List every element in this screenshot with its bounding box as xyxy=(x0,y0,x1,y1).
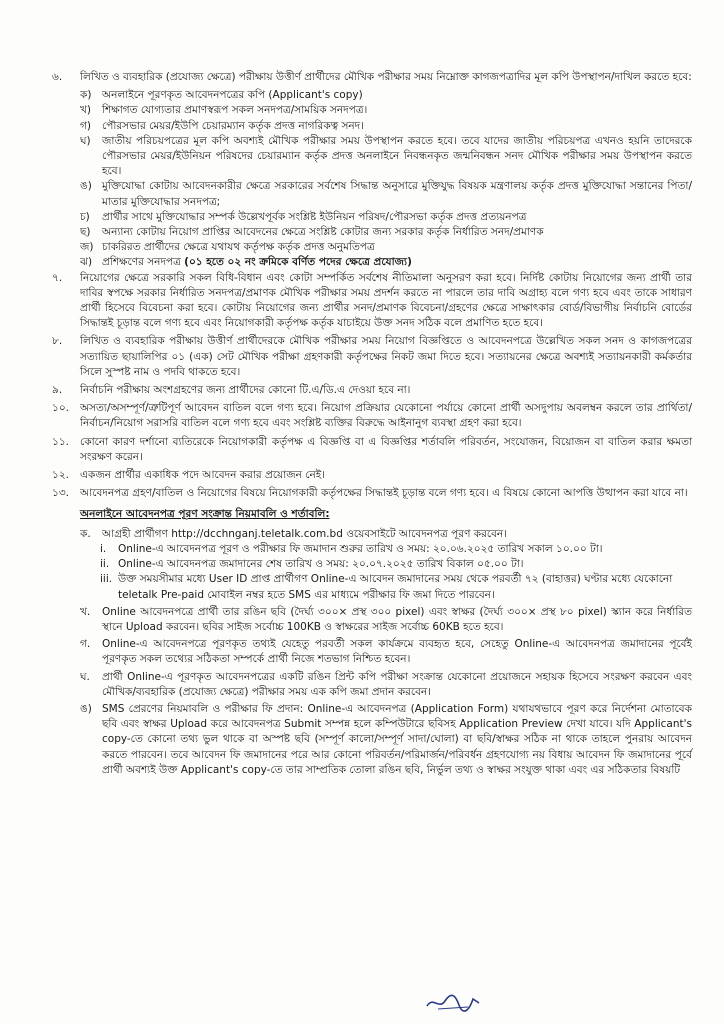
online-item-label: iii. xyxy=(100,573,113,586)
clause-number: ১১. xyxy=(52,435,69,448)
online-item-label: গ. xyxy=(80,638,91,651)
clause-item xyxy=(52,435,692,465)
online-roman-item xyxy=(100,572,692,602)
online-item-label: ii. xyxy=(100,558,110,571)
online-item-text: SMS প্রেরণের নিয়মাবলি ও পরীক্ষার ফি প্রদান: Online-এ আবেদনপত্র (Application Form) যথাযথভাবে পূরণ করে নির্দেশনা মোতাবেক ছবি এবং স্বাক্ষর Upload করে আবেদনপত্র Submit সম্পন্ন হলে কম্পিউটারে ছবিসহ Application Preview দেখা যাবে। যদি Applicant's copy-তে কোনো তথ্য ভুল থাকে বা অস্পষ্ট ছবি (সম্পূর্ণ কালো/সম্পূর্ণ সাদা/ঘোলা) বা ছবি/স্বাক্ষর সঠিক না থাকে তাহলে পুনরায় আবেদন করতে পারবেন। তবে আবেদন ফি জমাদানের পরে আর কোনো পরিবর্তন/পরিমার্জন/পরিবর্ধন গ্রহণযোগ্য নয় বিধায় আবেদন ফি জমাদানের পূর্বে প্রার্থী অবশ্যই উক্ত Applicant's copy-তে তার সাম্প্রতিক তোলা রঙিন ছবি, নির্ভুল তথ্য ও স্বাক্ষর সংযুক্ত থাকা এবং এর সঠিকতার বিষয়টি xyxy=(102,702,692,776)
sub-item-main: অন্যান্য কোটায় নিয়োগ প্রাপ্তির আবেদনের ক্ষেত্রে সংশ্লিষ্ট কোটার জন্য সরকার কর্তৃক নির্ধারিত সনদ/প্রমাণক xyxy=(102,226,544,239)
sub-item xyxy=(80,179,692,209)
clause-item xyxy=(52,334,692,380)
sub-item-main: চাকরিরত প্রার্থীদের ক্ষেত্রে যথাযথ কর্তৃপক্ষ কর্তৃক প্রদত্ত অনুমতিপত্র xyxy=(102,241,375,254)
clause-item xyxy=(52,486,692,501)
clause-text: নিয়োগের ক্ষেত্রে সরকারি সকল বিধি-বিধান এবং কোটা সম্পর্কিত সর্বশেষ নীতিমালা অনুসরণ করা হবে। নির্দিষ্ট কোটায় নিয়োগের জন্য প্রার্থী তার দাবির স্বপক্ষে সরকার নির্ধারিত সনদপত্র/প্রমাণক মৌখিক পরীক্ষার সময় প্রদর্শন করতে না পারলে তার দাবি অগ্রাহ্য বলে গণ্য হবে এবং তাকে সাধারণ প্রার্থী হিসেবে বিবেচনা করা হবে। কোটায় নিয়োগের জন্য প্রার্থীর সনদ/প্রমাণক বিবেচনা/গ্রহণের ক্ষেত্রে সাক্ষাৎকার বোর্ড/বিভাগীয় নির্বাচনি বোর্ডের সিদ্ধান্তই চূড়ান্ত বলে গণ্য হবে এবং নিয়োগকারী কর্তৃপক্ষ কর্তৃক যাচাইয়ে উক্ত সনদ সঠিক বলে প্রমাণিত হতে হবে। xyxy=(80,271,692,330)
clause-number: ১৩. xyxy=(52,487,69,500)
sub-item xyxy=(80,88,692,103)
sub-item xyxy=(80,240,692,255)
sub-item-label: ঘ) xyxy=(80,134,91,147)
sub-item-label: জ) xyxy=(80,241,94,254)
sub-item xyxy=(80,210,692,225)
sub-item xyxy=(80,255,692,270)
clause-number: ১০. xyxy=(52,402,69,415)
sub-item-main: জাতীয় পরিচয়পত্রের মূল কপি অবশ্যই মৌখিক পরীক্ষার সময় উপস্থাপন করতে হবে। তবে যাদের জাতীয় পরিচয়পত্র এখনও হয়নি তাদেরকে পৌরসভার মেয়র/ইউনিয়ন পরিষদের চেয়ারম্যান কর্তৃক প্রদত্ত অনলাইনে নিবন্ধনকৃত জন্মনিবন্ধন সনদ মৌখিক পরীক্ষার সময় উপস্থাপন করতে হবে। xyxy=(102,134,692,178)
sub-item-note: (০১ হতে ০২ নং ক্রমিকে বর্ণিত পদের ক্ষেত্রে প্রযোজ্য) xyxy=(184,256,412,269)
online-item-label: ঘ. xyxy=(80,670,90,683)
clause-number: ৮. xyxy=(52,335,63,348)
clause-number: ১২. xyxy=(52,469,69,482)
sub-item-text xyxy=(102,134,692,180)
sub-item-main: পৌরসভার মেয়র/ইউপি চেয়ারম্যান কর্তৃক প্রদত্ত নাগরিকত্ব সনদ। xyxy=(102,119,364,132)
sub-item xyxy=(80,134,692,180)
sub-item-main: মুক্তিযোদ্ধা কোটায় আবেদনকারীর ক্ষেত্রে সরকারের সর্বশেষ সিদ্ধান্ত অনুসারে মুক্তিযুদ্ধ বিষয়ক মন্ত্রণালয় কর্তৃক প্রদত্ত মুক্তিযোদ্ধা সন্তানের পিতা/মাতার মুক্তিযোদ্ধার সনদপত্র; xyxy=(102,180,692,208)
online-item-text: Online-এ আবেদনপত্র পূরণ ও পরীক্ষার ফি জমাদান শুরুর তারিখ ও সময়: ২০.০৬.২০২৫ তারিখ সকাল ১০.০০ টা। xyxy=(118,542,603,555)
clause-number: ৯. xyxy=(52,384,63,397)
online-item-label: i. xyxy=(100,542,107,555)
clause-item xyxy=(52,383,692,398)
sub-item-label: ছ) xyxy=(80,226,91,239)
sub-item-label: খ) xyxy=(80,104,91,117)
sub-item-text xyxy=(102,119,692,134)
sub-item-text xyxy=(102,225,692,240)
online-roman-item xyxy=(100,542,692,557)
clause-text: নির্বাচনি পরীক্ষায় অংশগ্রহণের জন্য প্রার্থীদের কোনো টি.এ/ডি.এ দেওয়া হবে না। xyxy=(80,384,411,397)
online-item-label: ঙ) xyxy=(80,702,92,715)
online-item xyxy=(80,527,692,542)
online-item-text: উক্ত সময়সীমার মধ্যে User ID প্রাপ্ত প্রার্থীগণ Online-এ আবেদন জমাদানের সময় থেকে পরবর্তী ৭২ (বাহাত্তর) ঘণ্টার মধ্যে যেকোনো teletalk Pre-paid মোবাইল নম্বর হতে SMS এর মাধ্যমে পরীক্ষার ফি জমা দিতে পারবেন। xyxy=(118,573,673,601)
sub-item-text xyxy=(102,179,692,209)
online-item xyxy=(80,605,692,635)
sub-item xyxy=(80,119,692,134)
online-item-text: আগ্রহী প্রার্থীগণ http://dcchnganj.teletalk.com.bd ওয়েবসাইটে আবেদনপত্র পূরণ করবেন। xyxy=(102,527,507,540)
sub-item-label: ঙ) xyxy=(80,180,92,193)
online-item-text: Online-এ আবেদনপত্র জমাদানের শেষ তারিখ ও সময়: ২০.০৭.২০২৫ তারিখ বিকাল ০৫.০০ টা। xyxy=(118,558,524,571)
sub-item-text xyxy=(102,210,692,225)
online-item xyxy=(80,670,692,700)
sub-item-label: ঝ) xyxy=(80,256,93,269)
online-roman-item xyxy=(100,557,692,572)
clause-text: অসত্য/অসম্পূর্ণ/ত্রুটিপূর্ণ আবেদন বাতিল বলে গণ্য হবে। নিয়োগ প্রক্রিয়ার যেকোনো পর্যায়ে কোনো প্রার্থী অসদুপায় অবলম্বন করলে তার প্রার্থিতা/নির্বাচন/নিয়োগ সরাসরি বাতিল বলে গণ্য হবে এবং সংশ্লিষ্ট ব্যক্তির বিরুদ্ধে আইনানুগ ব্যবস্থা গ্রহণ করা হবে। xyxy=(80,402,692,430)
clause-item xyxy=(52,271,692,332)
sub-item-main: শিক্ষাগত যোগ্যতার প্রমাণস্বরূপ সকল সনদপত্র/সাময়িক সনদপত্র। xyxy=(102,104,368,117)
clause-item xyxy=(52,401,692,431)
online-item xyxy=(80,702,692,778)
sub-item xyxy=(80,225,692,240)
online-item-label: খ. xyxy=(80,605,91,618)
sub-item xyxy=(80,103,692,118)
clause-text: একজন প্রার্থীর একাধিক পদে আবেদন করার প্রয়োজন নেই। xyxy=(80,469,326,482)
clause-text: লিখিত ও ব্যবহারিক পরীক্ষায় উত্তীর্ণ প্রার্থীদেরকে মৌখিক পরীক্ষার সময় নিয়োগ বিজ্ঞপ্তিতে ও আবেদনপত্রে উল্লেখিত সকল সনদ ও কাগজপত্রের সত্যায়িত ছায়ালিপির ০১ (এক) সেট মৌখিক পরীক্ষা গ্রহণকারী কর্তৃপক্ষের নিকট জমা দিতে হবে। সত্যায়নের ক্ষেত্রে অবশ্যই সত্যায়নকারী কর্মকর্তার সিলে সুস্পষ্ট নাম ও পদবি থাকতে হবে। xyxy=(80,335,692,378)
clause-text: আবেদনপত্র গ্রহণ/বাতিল ও নিয়োগের বিষয়ে নিয়োগকারী কর্তৃপক্ষের সিদ্ধান্তই চূড়ান্ত বলে গণ্য হবে। এ বিষয়ে কোনো আপত্তি উত্থাপন করা যাবে না। xyxy=(80,487,688,500)
online-item-text: প্রার্থী Online-এ পূরণকৃত আবেদনপত্রের একটি রঙিন প্রিন্ট কপি পরীক্ষা সংক্রান্ত যেকোনো প্রয়োজনে সহায়ক হিসেবে সংরক্ষণ করবেন এবং মৌখিক/ব্যবহারিক (প্রযোজ্য ক্ষেত্রে) পরীক্ষার সময় এক কপি জমা প্রদান করবেন। xyxy=(102,670,692,698)
online-item-text: Online-এ আবেদনপত্রে পূরণকৃত তথ্যই যেহেতু পরবর্তী সকল কার্যক্রমে ব্যবহৃত হবে, সেহেতু Online-এ আবেদনপত্র জমাদানের পূর্বেই পূরণকৃত সকল তথ্যের সঠিকতা সম্পর্কে প্রার্থী নিজে শতভাগ নিশ্চিত হবেন। xyxy=(102,638,692,666)
sub-item-main: প্রার্থীর সাথে মুক্তিযোদ্ধার সম্পর্ক উল্লেখপূর্বক সংশ্লিষ্ট ইউনিয়ন পরিষদ/পৌরসভা কর্তৃক প্রদত্ত প্রত্যয়নপত্র xyxy=(102,210,527,223)
clause-number: ৭. xyxy=(52,271,63,284)
online-rules-heading: অনলাইনে আবেদনপত্র পূরণ সংক্রান্ত নিয়মাবলি ও শর্তাবলি: xyxy=(80,508,330,521)
sub-item-label: চ) xyxy=(80,210,90,223)
online-item-label: ক. xyxy=(80,527,91,540)
signature-mark xyxy=(424,990,482,1014)
sub-item-text xyxy=(102,240,692,255)
online-item-text: Online আবেদনপত্রে প্রার্থী তার রঙিন ছবি (দৈর্ঘ্য ৩০০× প্রস্থ ৩০০ pixel) এবং স্বাক্ষর (দৈর্ঘ্য ৩০০× প্রস্থ ৮০ pixel) স্ক্যান করে নির্ধারিত স্থানে Upload করবেন। ছবির সাইজ সর্বোচ্চ 100KB ও স্বাক্ষরের সাইজ সর্বোচ্চ 60KB হতে হবে। xyxy=(102,605,692,633)
sub-item-text xyxy=(102,103,692,118)
clause-item xyxy=(52,70,692,85)
sub-item-label: ক) xyxy=(80,89,92,102)
sub-item-text xyxy=(102,255,692,270)
sub-item-main: অনলাইনে পূরণকৃত আবেদনপত্রের কপি (Applicant's copy) xyxy=(102,89,363,102)
online-item xyxy=(80,637,692,667)
clause-text: কোনো কারণ দর্শানো ব্যতিরেকে নিয়োগকারী কর্তৃপক্ষ এ বিজ্ঞপ্তি বা এ বিজ্ঞপ্তির শর্তাবলি পরিবর্তন, সংযোজন, বিয়োজন বা বাতিল করার ক্ষমতা সংরক্ষণ করেন। xyxy=(80,435,692,463)
notice-content xyxy=(52,70,692,778)
sub-item-main: প্রশিক্ষণের সনদপত্র xyxy=(102,256,181,269)
clause-number: ৬. xyxy=(52,71,63,83)
sub-item-label: গ) xyxy=(80,119,91,132)
sub-item-text xyxy=(102,88,692,103)
clause-text: লিখিত ও ব্যবহারিক (প্রযোজ্য ক্ষেত্রে) পরীক্ষায় উত্তীর্ণ প্রার্থীদের মৌখিক পরীক্ষার সময় নিম্নোক্ত কাগজপত্রাদির মূল কপি উপস্থাপন/দাখিল করতে হবে: xyxy=(80,71,692,83)
clause-item xyxy=(52,468,692,483)
